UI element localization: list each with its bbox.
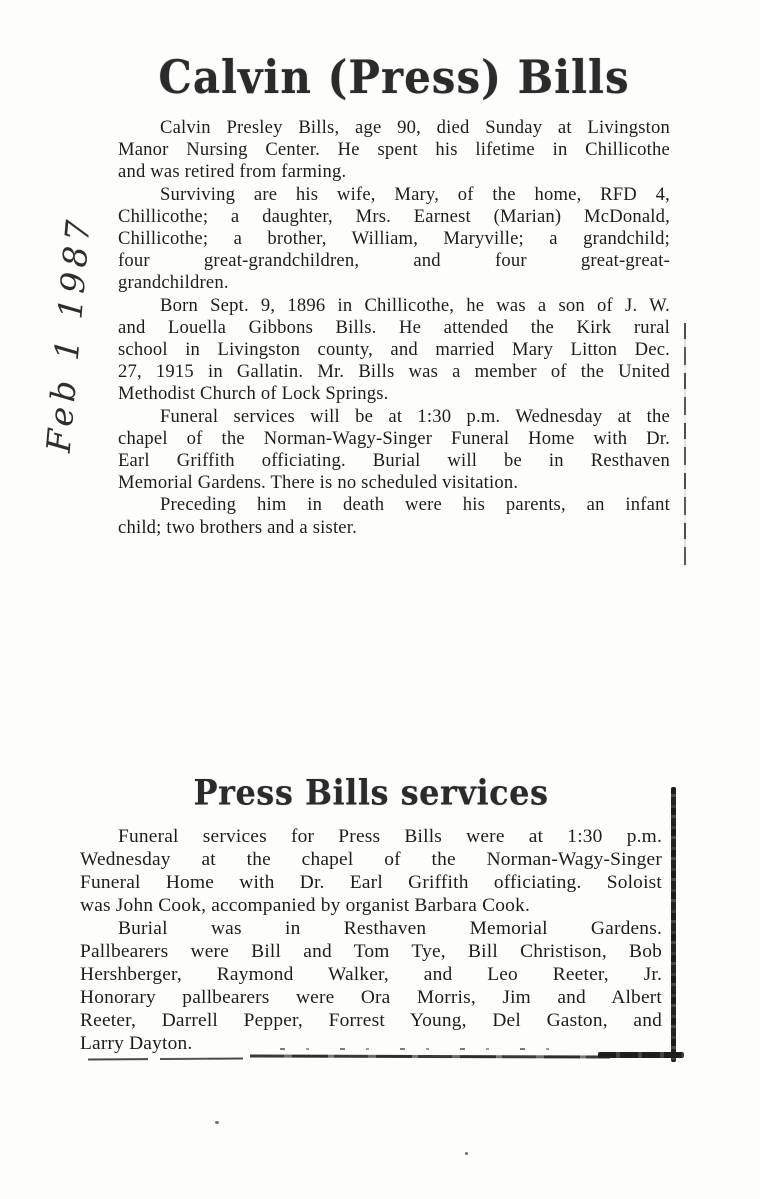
- article-text-line: Calvin Presley Bills, age 90, died Sunday at Livingston: [160, 117, 670, 138]
- article-text-line: Chillicothe; a daughter, Mrs. Earnest (Marian) McDonald,: [118, 205, 670, 227]
- article-text-line: Preceding him in death were his parents, an infant: [160, 494, 670, 516]
- torn-paper-edge-bottom: [598, 1052, 684, 1058]
- article-text-line: Hershberger, Raymond Walker, and Leo Reeter, Jr.: [80, 964, 662, 985]
- article-text-line: Funeral services for Press Bills were at 1:30 p.m.: [118, 826, 662, 847]
- services-article: [80, 772, 662, 1055]
- article-text-line: Funeral services will be at 1:30 p.m. Wednesday at the: [160, 405, 670, 427]
- services-headline: Press Bills services: [193, 772, 549, 814]
- article-text-line: Wednesday at the chapel of the Norman-Wagy-Singer: [80, 849, 662, 870]
- obituary-article: [118, 50, 670, 539]
- article-text-line: Memorial Gardens. There is no scheduled visitation.: [118, 472, 519, 494]
- article-text-line: chapel of the Norman-Wagy-Singer Funeral Home with Dr.: [118, 427, 670, 449]
- article-text-line: Earl Griffith officiating. Burial will be in Resthaven: [118, 450, 670, 472]
- article-text-line: Reeter, Darrell Pepper, Forrest Young, Del Gaston, and: [80, 1010, 662, 1031]
- article-text-line: grandchildren.: [118, 272, 229, 294]
- torn-paper-edge-bottom: [250, 1055, 610, 1059]
- scan-speck: [465, 1152, 468, 1155]
- article-text-line: Manor Nursing Center. He spent his lifetime in Chillicothe: [118, 139, 670, 161]
- services-body-text: [80, 825, 662, 1055]
- article-text-line: Chillicothe; a brother, William, Maryville; a grandchild;: [118, 228, 670, 250]
- article-text-line: four great-grandchildren, and four great-great-: [118, 250, 670, 272]
- article-text-line: and Louella Gibbons Bills. He attended the Kirk rural: [118, 316, 670, 338]
- article-text-line: and was retired from farming.: [118, 161, 347, 183]
- article-text-line: Funeral Home with Dr. Earl Griffith officiating. Soloist: [80, 872, 662, 893]
- article-text-line: Larry Dayton.: [80, 1033, 193, 1054]
- article-text-line: child; two brothers and a sister.: [118, 516, 357, 538]
- torn-paper-edge-specks: [280, 1048, 580, 1050]
- article-text-line: Honorary pallbearers were Ora Morris, Jim and Albert: [80, 987, 662, 1008]
- handwritten-date: Feb 1 1987: [38, 213, 99, 454]
- newspaper-column-rule: [684, 323, 686, 567]
- article-text-line: Burial was in Resthaven Memorial Gardens.: [118, 918, 662, 939]
- article-text-line: Born Sept. 9, 1896 in Chillicothe, he was a son of J. W.: [160, 294, 670, 316]
- torn-paper-edge-right: [671, 787, 676, 1062]
- article-text-line: 27, 1915 in Gallatin. Mr. Bills was a member of the United: [118, 361, 670, 383]
- obituary-headline: Calvin (Press) Bills: [158, 51, 630, 104]
- article-text-line: school in Livingston county, and married Mary Litton Dec.: [118, 339, 670, 361]
- torn-paper-edge-bottom: [88, 1057, 243, 1060]
- article-text-line: was John Cook, accompanied by organist Barbara Cook.: [80, 895, 531, 916]
- obituary-body-text: [118, 117, 670, 539]
- article-text-line: Pallbearers were Bill and Tom Tye, Bill Christison, Bob: [80, 941, 662, 962]
- scan-speck: [215, 1121, 219, 1124]
- article-text-line: Methodist Church of Lock Springs.: [118, 383, 389, 405]
- article-text-line: Surviving are his wife, Mary, of the home, RFD 4,: [160, 183, 670, 205]
